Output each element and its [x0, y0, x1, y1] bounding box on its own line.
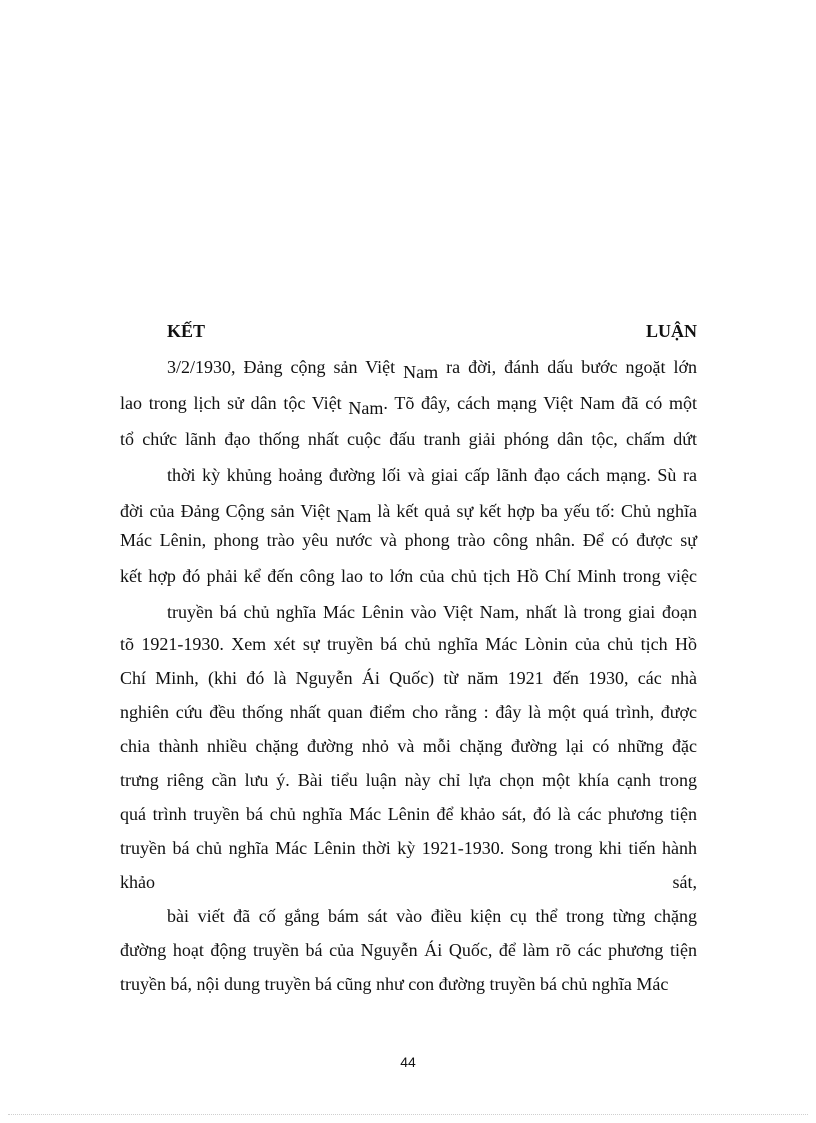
- section-heading: [167, 318, 697, 344]
- body-line-15: truyền bá chủ nghĩa Mác Lênin thời kỳ 1921-1930. Song trong khi tiến hành: [120, 838, 697, 858]
- body-line-11: nghiên cứu đều thống nhất quan điểm cho rằng : đây là một quá trình, được: [120, 702, 697, 722]
- body-line-16: khảo sát,: [120, 872, 697, 892]
- body-line-17: bài viết đã cố gắng bám sát vào điều kiện cụ thể trong từng chặng: [167, 906, 697, 926]
- body-line-1: 3/2/1930, Đảng cộng sản Việt Nam ra đời, đánh dấu bước ngoặt lớn: [167, 357, 697, 382]
- body-line-18: đường hoạt động truyền bá của Nguyễn Ái Quốc, để làm rõ các phương tiện: [120, 940, 697, 960]
- body-line-10: Chí Minh, (khi đó là Nguyễn Ái Quốc) từ năm 1921 đến 1930, các nhà: [120, 668, 697, 688]
- body-line-19: truyền bá, nội dung truyền bá cũng như con đường truyền bá chủ nghĩa Mác: [120, 974, 669, 994]
- body-line-5: đời của Đảng Cộng sản Việt Nam là kết quả sự kết hợp ba yếu tố: Chủ nghĩa: [120, 501, 697, 526]
- body-line-4: thời kỳ khủng hoảng đường lối và giai cấp lãnh đạo cách mạng. Sù ra: [167, 465, 697, 485]
- body-line-13: trưng riêng cần lưu ý. Bài tiểu luận này chỉ lựa chọn một khía cạnh trong: [120, 770, 697, 790]
- page-number: 44: [400, 1054, 416, 1070]
- body-line-6: Mác Lênin, phong trào yêu nước và phong trào công nhân. Để có được sự: [120, 530, 697, 550]
- body-line-9: tõ 1921-1930. Xem xét sự truyền bá chủ nghĩa Mác Lònin của chủ tịch Hồ: [120, 634, 697, 654]
- body-line-12: chia thành nhiều chặng đường nhỏ và mỗi chặng đường lại có những đặc: [120, 736, 697, 756]
- heading-word-right: LUẬN: [645, 321, 697, 341]
- footer-divider: [8, 1114, 808, 1115]
- body-line-8: truyền bá chủ nghĩa Mác Lênin vào Việt Nam, nhất là trong giai đoạn: [167, 602, 697, 622]
- heading-word-left: KẾT: [167, 321, 206, 341]
- body-line-3: tổ chức lãnh đạo thống nhất cuộc đấu tranh giải phóng dân tộc, chấm dứt: [120, 429, 697, 449]
- body-line-14: quá trình truyền bá chủ nghĩa Mác Lênin để khảo sát, đó là các phương tiện: [120, 804, 697, 824]
- body-line-2: lao trong lịch sử dân tộc Việt Nam. Tõ đây, cách mạng Việt Nam đã có một: [120, 393, 697, 418]
- body-line-7: kết hợp đó phải kể đến công lao to lớn của chủ tịch Hồ Chí Minh trong việc: [120, 566, 697, 586]
